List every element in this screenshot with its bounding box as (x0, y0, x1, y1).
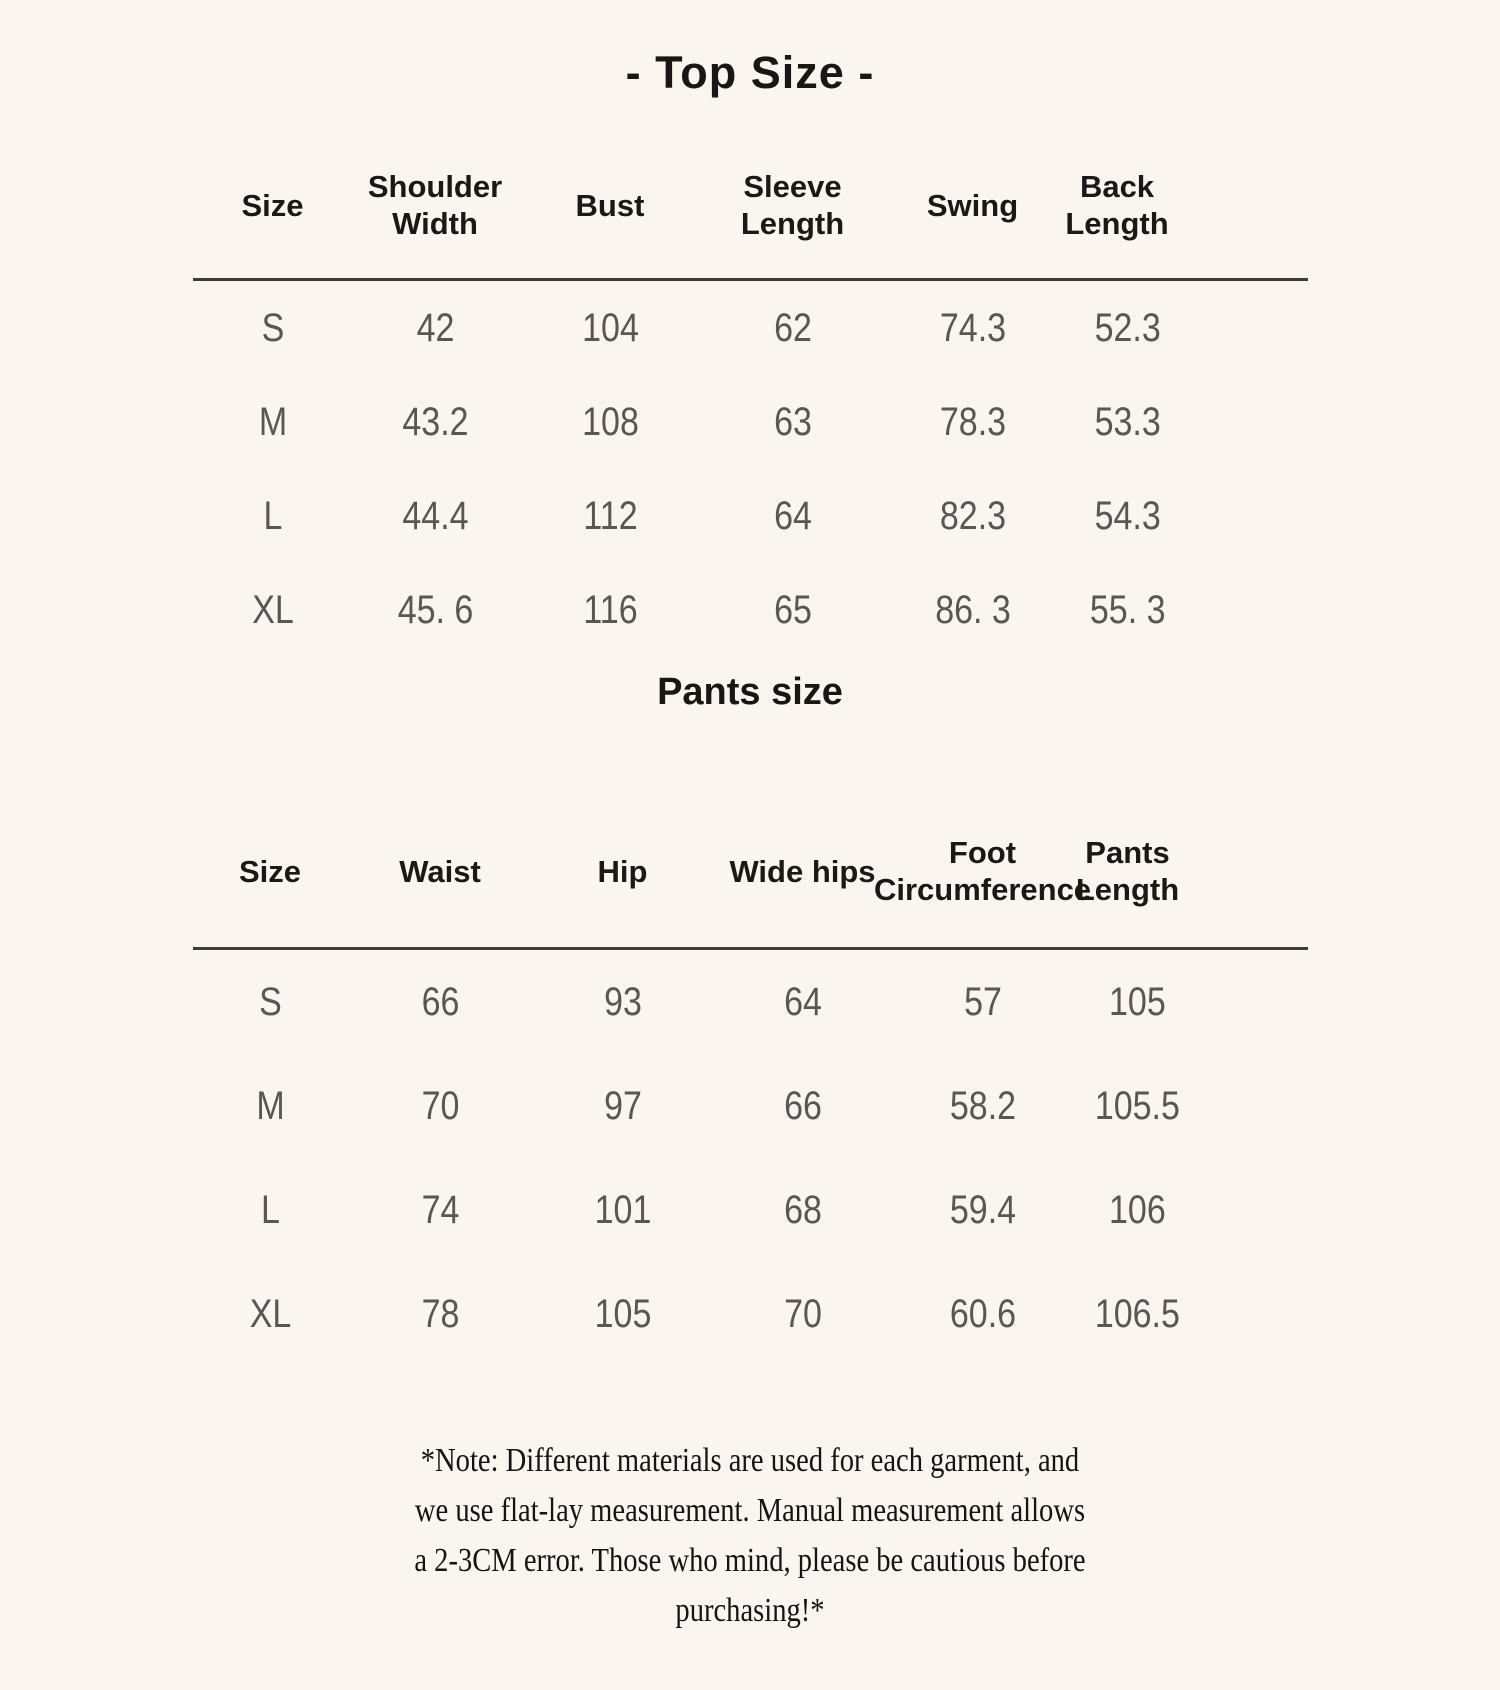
value-cell: 78 (421, 1291, 459, 1336)
value-cell: 60.6 (949, 1291, 1016, 1336)
top-size-header-row (193, 150, 1308, 260)
value-cell: 78.3 (939, 399, 1006, 444)
value-cell: 101 (594, 1187, 651, 1232)
value-cell: 42 (416, 305, 454, 350)
column-header-back-length: Back Length (1065, 169, 1169, 241)
value-cell: 97 (603, 1083, 642, 1128)
table-row (193, 469, 1308, 563)
pants-size-header-row (193, 815, 1308, 927)
value-cell: 116 (582, 587, 638, 632)
top-size-title: - Top Size - (625, 47, 875, 98)
value-cell: 59.4 (949, 1187, 1016, 1232)
value-cell: 52.3 (1094, 305, 1161, 350)
value-cell: 66 (783, 1083, 822, 1128)
value-cell: 44.4 (401, 493, 469, 538)
value-cell: 54.3 (1094, 493, 1161, 538)
value-cell: 105 (1108, 979, 1166, 1024)
size-cell: S (258, 979, 282, 1024)
top-size-table (193, 150, 1308, 657)
value-cell: 57 (963, 979, 1002, 1024)
size-cell: S (261, 305, 284, 350)
value-cell: 112 (582, 493, 638, 538)
note-line: we use flat-lay measurement. Manual measurement allows (414, 1492, 1086, 1529)
column-header-shoulder-width: Shoulder Width (367, 169, 503, 241)
value-cell: 74 (421, 1187, 459, 1232)
value-cell: 104 (581, 305, 639, 350)
table-row (193, 375, 1308, 469)
value-cell: 64 (773, 493, 812, 538)
size-cell: L (263, 493, 282, 538)
measurement-note (120, 1436, 1380, 1636)
value-cell: 58.2 (949, 1083, 1016, 1128)
pants-size-table (193, 815, 1308, 1366)
value-cell: 62 (773, 305, 812, 350)
table-row (193, 1158, 1308, 1262)
column-header-size: Size (238, 853, 302, 889)
size-cell: M (255, 1083, 285, 1128)
column-header-size: Size (241, 187, 304, 223)
value-cell: 53.3 (1094, 399, 1161, 444)
column-header-wide-hips: Wide hips (729, 853, 876, 889)
size-cell: L (260, 1187, 280, 1232)
value-cell: 105.5 (1094, 1083, 1180, 1128)
table-row (193, 950, 1308, 1054)
value-cell: 43.2 (401, 399, 469, 444)
value-cell: 65 (773, 587, 812, 632)
table-row (193, 1262, 1308, 1366)
value-cell: 106 (1108, 1187, 1166, 1232)
column-header-hip: Hip (597, 853, 648, 889)
value-cell: 68 (783, 1187, 822, 1232)
size-cell: XL (249, 1291, 291, 1336)
column-header-swing: Swing (926, 187, 1019, 223)
value-cell: 82.3 (939, 493, 1006, 538)
column-header-sleeve-length: Sleeve Length (740, 169, 845, 241)
value-cell: 93 (603, 979, 642, 1024)
column-header-waist: Waist (399, 853, 481, 889)
note-line: purchasing!* (675, 1592, 825, 1629)
value-cell: 108 (581, 399, 639, 444)
value-cell: 64 (783, 979, 822, 1024)
value-cell: 74.3 (939, 305, 1006, 350)
pants-size-title: Pants size (657, 671, 843, 713)
value-cell: 106.5 (1094, 1291, 1180, 1336)
value-cell: 45. 6 (397, 587, 473, 632)
column-header-foot-circumference: Foot Circumference (873, 835, 1092, 907)
value-cell: 55. 3 (1089, 587, 1166, 632)
value-cell: 105 (594, 1291, 651, 1336)
column-header-pants-length: Pants Length (1075, 835, 1180, 907)
note-line: *Note: Different materials are used for each garment, and (420, 1442, 1080, 1479)
value-cell: 63 (773, 399, 812, 444)
size-cell: M (258, 399, 287, 444)
table-row (193, 281, 1308, 375)
value-cell: 70 (421, 1083, 459, 1128)
value-cell: 70 (783, 1291, 822, 1336)
size-cell: XL (251, 587, 294, 632)
column-header-bust: Bust (575, 187, 645, 223)
table-row (193, 1054, 1308, 1158)
value-cell: 66 (421, 979, 459, 1024)
table-row (193, 563, 1308, 657)
value-cell: 86. 3 (934, 587, 1011, 632)
note-line: a 2-3CM error. Those who mind, please be cautious before (414, 1542, 1086, 1579)
